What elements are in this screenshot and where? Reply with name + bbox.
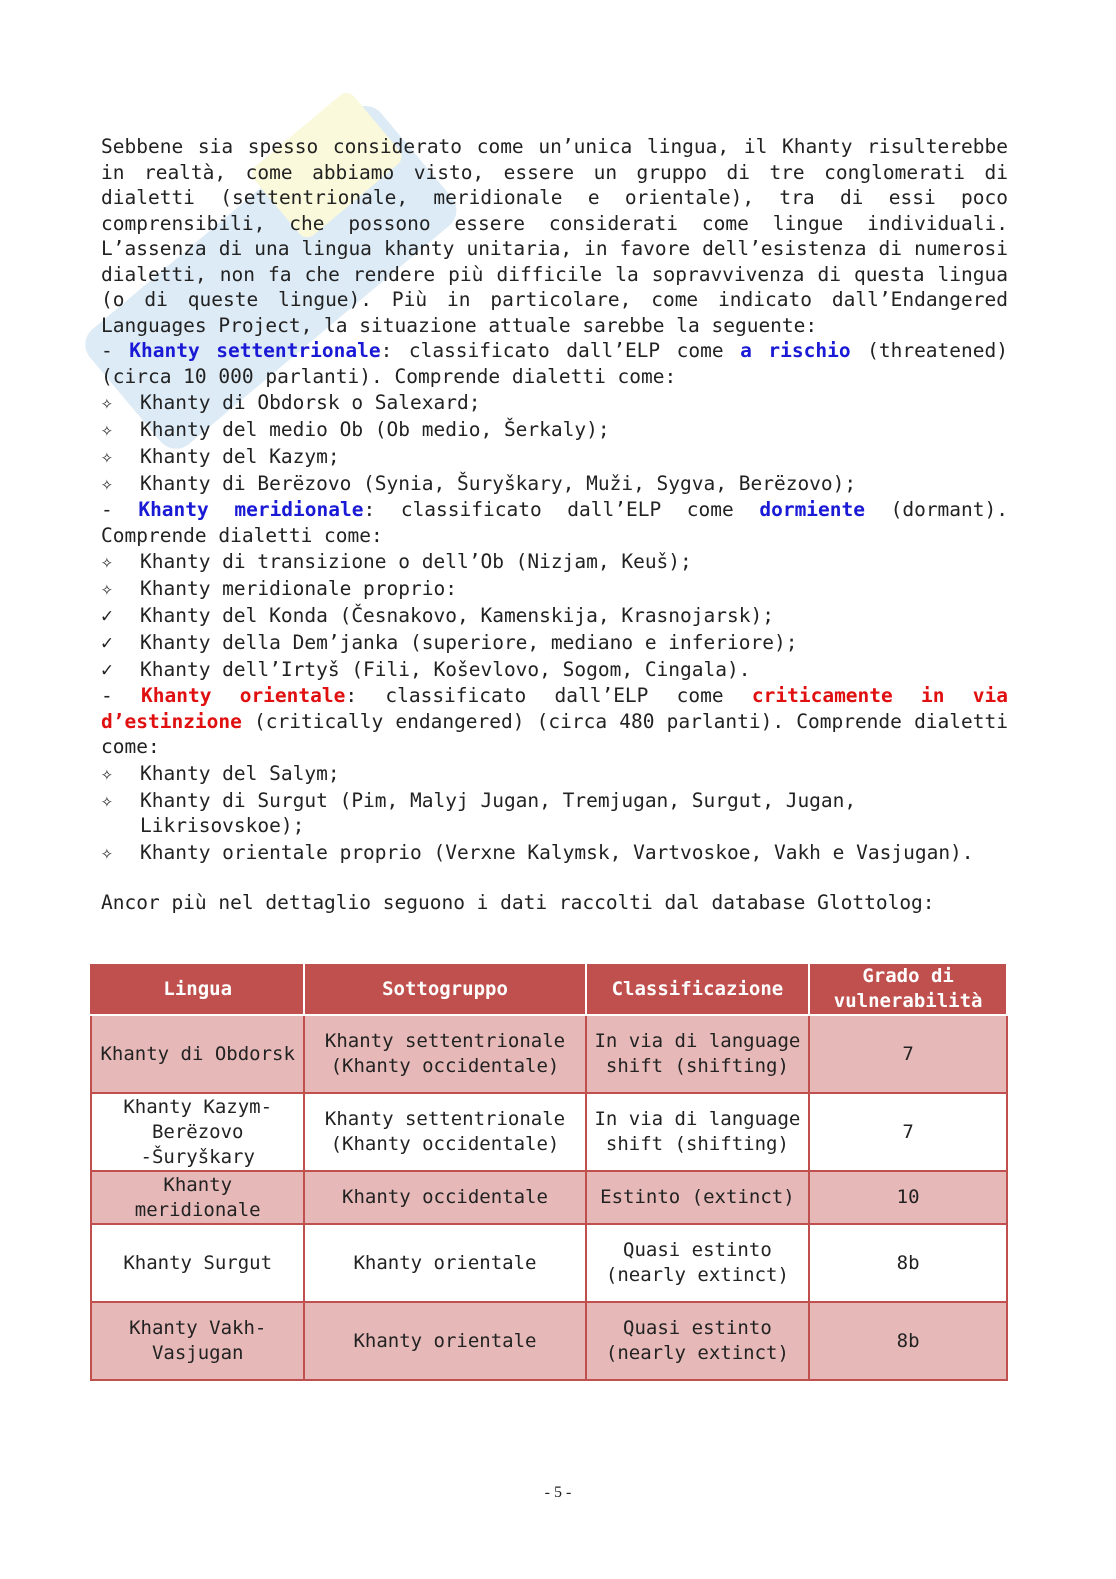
north-paragraph: - Khanty settentrionale: classificato dall’ELP come a rischio (threatened) (circa 10 000 parlanti). Comprende dialetti come: xyxy=(101,339,1008,388)
table-row xyxy=(91,1171,1007,1224)
star-bullet-icon: ✧ xyxy=(101,418,113,441)
table-cell: Khanty Vakh-Vasjugan xyxy=(91,1302,304,1380)
star-bullet-icon: ✧ xyxy=(101,550,113,573)
list-item: ✓ Khanty dell’Irtyš (Fili, Koševlovo, Sogom, Cingala). xyxy=(101,658,751,681)
star-bullet-icon: ✧ xyxy=(101,472,113,495)
table-cell: Quasi estinto (nearly extinct) xyxy=(586,1302,810,1380)
header-lingua: Lingua xyxy=(91,963,304,1015)
table-cell: Khanty settentrionale (Khanty occidentale) xyxy=(304,1015,585,1093)
north-status: a rischio xyxy=(740,339,851,362)
table-cell: Estinto (extinct) xyxy=(586,1171,810,1224)
glottolog-intro: Ancor più nel dettaglio seguono i dati raccolti dal database Glottolog: xyxy=(101,890,935,914)
list-item: ✧ Khanty meridionale proprio: xyxy=(101,577,457,600)
list-item: ✧ Khanty del medio Ob (Ob medio, Šerkaly); xyxy=(101,418,610,441)
north-name: Khanty settentrionale xyxy=(129,339,381,362)
glottolog-table xyxy=(90,962,1008,1381)
star-bullet-icon: ✧ xyxy=(101,840,113,864)
south-status: dormiente xyxy=(759,498,866,521)
table-cell: Khanty Surgut xyxy=(91,1224,304,1302)
list-item: ✧ Khanty di transizione o dell’Ob (Nizjam, Keuš); xyxy=(101,550,692,573)
list-item: ✧ Khanty del Kazym; xyxy=(101,445,340,468)
check-bullet-icon: ✓ xyxy=(101,631,113,654)
table-cell: Quasi estinto (nearly extinct) xyxy=(586,1224,810,1302)
table-row xyxy=(91,1093,1007,1171)
table-row xyxy=(91,1302,1007,1380)
table-cell: Khanty Kazym-Berëzovo -Šuryškary xyxy=(91,1093,304,1171)
south-paragraph: - Khanty meridionale: classificato dall’ELP come dormiente (dormant). Comprende dialetti come: xyxy=(101,498,1008,547)
page-number: - 5 - xyxy=(544,1484,572,1501)
table-cell: Khanty orientale xyxy=(304,1302,585,1380)
star-bullet-icon: ✧ xyxy=(101,445,113,468)
list-item: ✧ Khanty di Obdorsk o Salexard; xyxy=(101,391,481,414)
star-bullet-icon: ✧ xyxy=(101,788,113,812)
table-header-row xyxy=(91,963,1007,1015)
table-row xyxy=(91,1224,1007,1302)
south-name: Khanty meridionale xyxy=(138,498,364,521)
list-item: ✧ Khanty orientale proprio (Verxne Kalymsk, Vartvoskoe, Vakh e Vasjugan). xyxy=(101,840,974,864)
table-cell: 8b xyxy=(809,1224,1007,1302)
table-row xyxy=(91,1015,1007,1093)
table-cell: Khanty settentrionale (Khanty occidentale) xyxy=(304,1093,585,1171)
east-status: criticamente in via d’estinzione xyxy=(101,684,1008,733)
header-grado: Grado di vulnerabilità xyxy=(809,963,1007,1015)
list-item: ✓ Khanty della Dem’janka (superiore, mediano e inferiore); xyxy=(101,631,798,654)
document-body xyxy=(101,134,1008,915)
star-bullet-icon: ✧ xyxy=(101,577,113,600)
header-sottogruppo: Sottogruppo xyxy=(304,963,585,1015)
list-item: ✓ Khanty del Konda (Česnakovo, Kamenskija, Krasnojarsk); xyxy=(101,604,774,627)
table-cell: Khanty meridionale xyxy=(91,1171,304,1224)
table-cell: In via di language shift (shifting) xyxy=(586,1015,810,1093)
list-item: ✧ Khanty del Salym; xyxy=(101,761,340,785)
table-cell: 7 xyxy=(809,1093,1007,1171)
table-cell: 8b xyxy=(809,1302,1007,1380)
list-item: ✧ Khanty di Surgut (Pim, Malyj Jugan, Tremjugan, Surgut, Jugan, Likrisovskoe); xyxy=(101,788,857,837)
east-paragraph: - Khanty orientale: classificato dall’ELP come criticamente in via d’estinzione (critically endangered) (circa 480 parlanti). Comprende dialetti come: xyxy=(101,684,1008,758)
table-cell: Khanty di Obdorsk xyxy=(91,1015,304,1093)
star-bullet-icon: ✧ xyxy=(101,391,113,414)
star-bullet-icon: ✧ xyxy=(101,761,113,785)
table-cell: In via di language shift (shifting) xyxy=(586,1093,810,1171)
table-cell: 10 xyxy=(809,1171,1007,1224)
east-name: Khanty orientale xyxy=(141,684,346,707)
intro-paragraph: Sebbene sia spesso considerato come un’unica lingua, il Khanty risulterebbe in realtà, come abbiamo visto, essere un gruppo di tre conglomerati di dialetti (settentrionale, meridionale e orientale), tra di essi poco comprensibili, che possono essere considerati come lingue individuali. L’assenza di una lingua khanty unitaria, in favore dell’esistenza di numerosi dialetti, non fa che rendere più difficile la sopravvivenza di questa lingua (o di queste lingue). Più in particolare, come indicato dall’Endangered Languages Project, la situazione attuale sarebbe la seguente: xyxy=(101,135,1008,337)
table-cell: Khanty orientale xyxy=(304,1224,585,1302)
header-classificazione: Classificazione xyxy=(586,963,810,1015)
table-cell: Khanty occidentale xyxy=(304,1171,585,1224)
list-item: ✧ Khanty di Berëzovo (Synia, Šuryškary, Muži, Sygva, Berëzovo); xyxy=(101,472,857,495)
check-bullet-icon: ✓ xyxy=(101,604,113,627)
table-cell: 7 xyxy=(809,1015,1007,1093)
check-bullet-icon: ✓ xyxy=(101,658,113,681)
